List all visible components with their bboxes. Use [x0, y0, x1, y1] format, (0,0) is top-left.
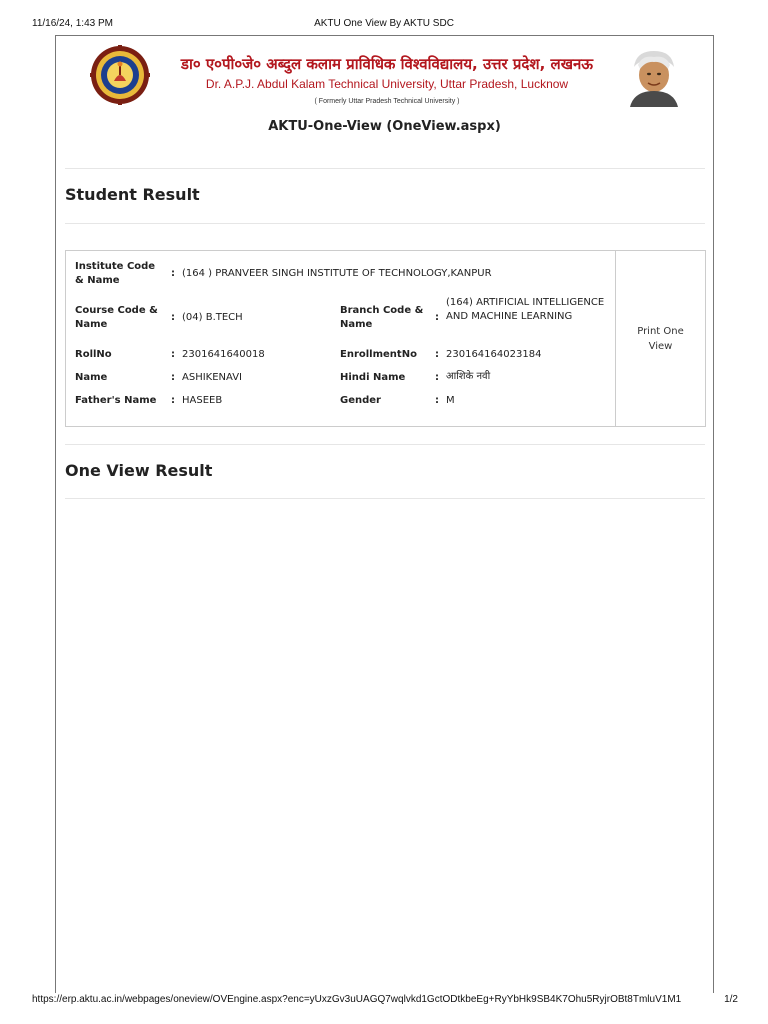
print-page-title: AKTU One View By AKTU SDC [314, 18, 454, 29]
one-view-result-heading: One View Result [65, 461, 213, 480]
hindi-name-label: Hindi Name [340, 372, 406, 383]
branch-label: Branch Code & Name [340, 305, 424, 330]
divider [65, 444, 705, 445]
father-name-label: Father's Name [75, 395, 157, 406]
field-separator: : [435, 395, 439, 406]
field-separator: : [435, 349, 439, 360]
print-header [0, 0, 768, 36]
university-emblem-icon [90, 45, 150, 105]
branch-value: (164) ARTIFICIAL INTELLIGENCE AND MACHINE LEARNING [446, 297, 605, 322]
institute-label: Institute Code & Name [75, 261, 156, 286]
portrait-image [624, 45, 684, 107]
name-value: ASHIKENAVI [182, 372, 243, 383]
university-name-english: Dr. A.P.J. Abdul Kalam Technical University, Uttar Pradesh, Lucknow [205, 77, 569, 91]
field-separator: : [171, 268, 175, 279]
divider [65, 168, 705, 169]
print-one-view-button[interactable]: Print One View [637, 325, 684, 352]
field-separator: : [171, 372, 175, 383]
father-name-value: HASEEB [182, 395, 223, 406]
institute-value: (164 ) PRANVEER SINGH INSTITUTE OF TECHNOLOGY,KANPUR [182, 268, 492, 279]
field-separator: : [171, 395, 175, 406]
rollno-value: 2301641640018 [182, 349, 265, 360]
enrollment-value: 230164164023184 [446, 349, 542, 360]
divider [65, 223, 705, 224]
print-footer [0, 992, 768, 1012]
page-frame [55, 35, 714, 993]
system-title: AKTU-One-View (OneView.aspx) [268, 119, 501, 134]
name-label: Name [75, 372, 108, 383]
hindi-name-value: आशिके नवी [446, 371, 491, 382]
course-label: Course Code & Name [75, 305, 158, 330]
page-url: https://erp.aktu.ac.in/webpages/oneview/OVEngine.aspx?enc=yUxzGv3uUAGQ7wqlvkd1GctODtkbeEg+RyYbHk9SB4K7Ohu5RyjrOBt8TmluV1M1 [32, 994, 682, 1005]
field-separator: : [171, 349, 175, 360]
course-value: (04) B.TECH [182, 312, 243, 323]
divider [65, 498, 705, 499]
university-name-hindi: डा० ए०पी०जे० अब्दुल कलाम प्राविधिक विश्वविद्यालय, उत्तर प्रदेश, लखनऊ [180, 55, 594, 73]
page-number: 1/2 [724, 994, 738, 1005]
university-banner [90, 41, 684, 111]
field-separator: : [435, 372, 439, 383]
student-result-heading: Student Result [65, 185, 200, 204]
university-formerly-note: ( Formerly Uttar Pradesh Technical University ) [314, 98, 460, 105]
field-separator: : [171, 312, 175, 323]
enrollment-label: EnrollmentNo [340, 349, 417, 360]
gender-label: Gender [340, 395, 381, 406]
print-timestamp: 11/16/24, 1:43 PM [32, 18, 113, 29]
student-details-panel [65, 250, 706, 427]
gender-value: M [446, 395, 455, 406]
print-cell [616, 251, 705, 426]
rollno-label: RollNo [75, 349, 112, 360]
field-separator: : [435, 312, 439, 323]
